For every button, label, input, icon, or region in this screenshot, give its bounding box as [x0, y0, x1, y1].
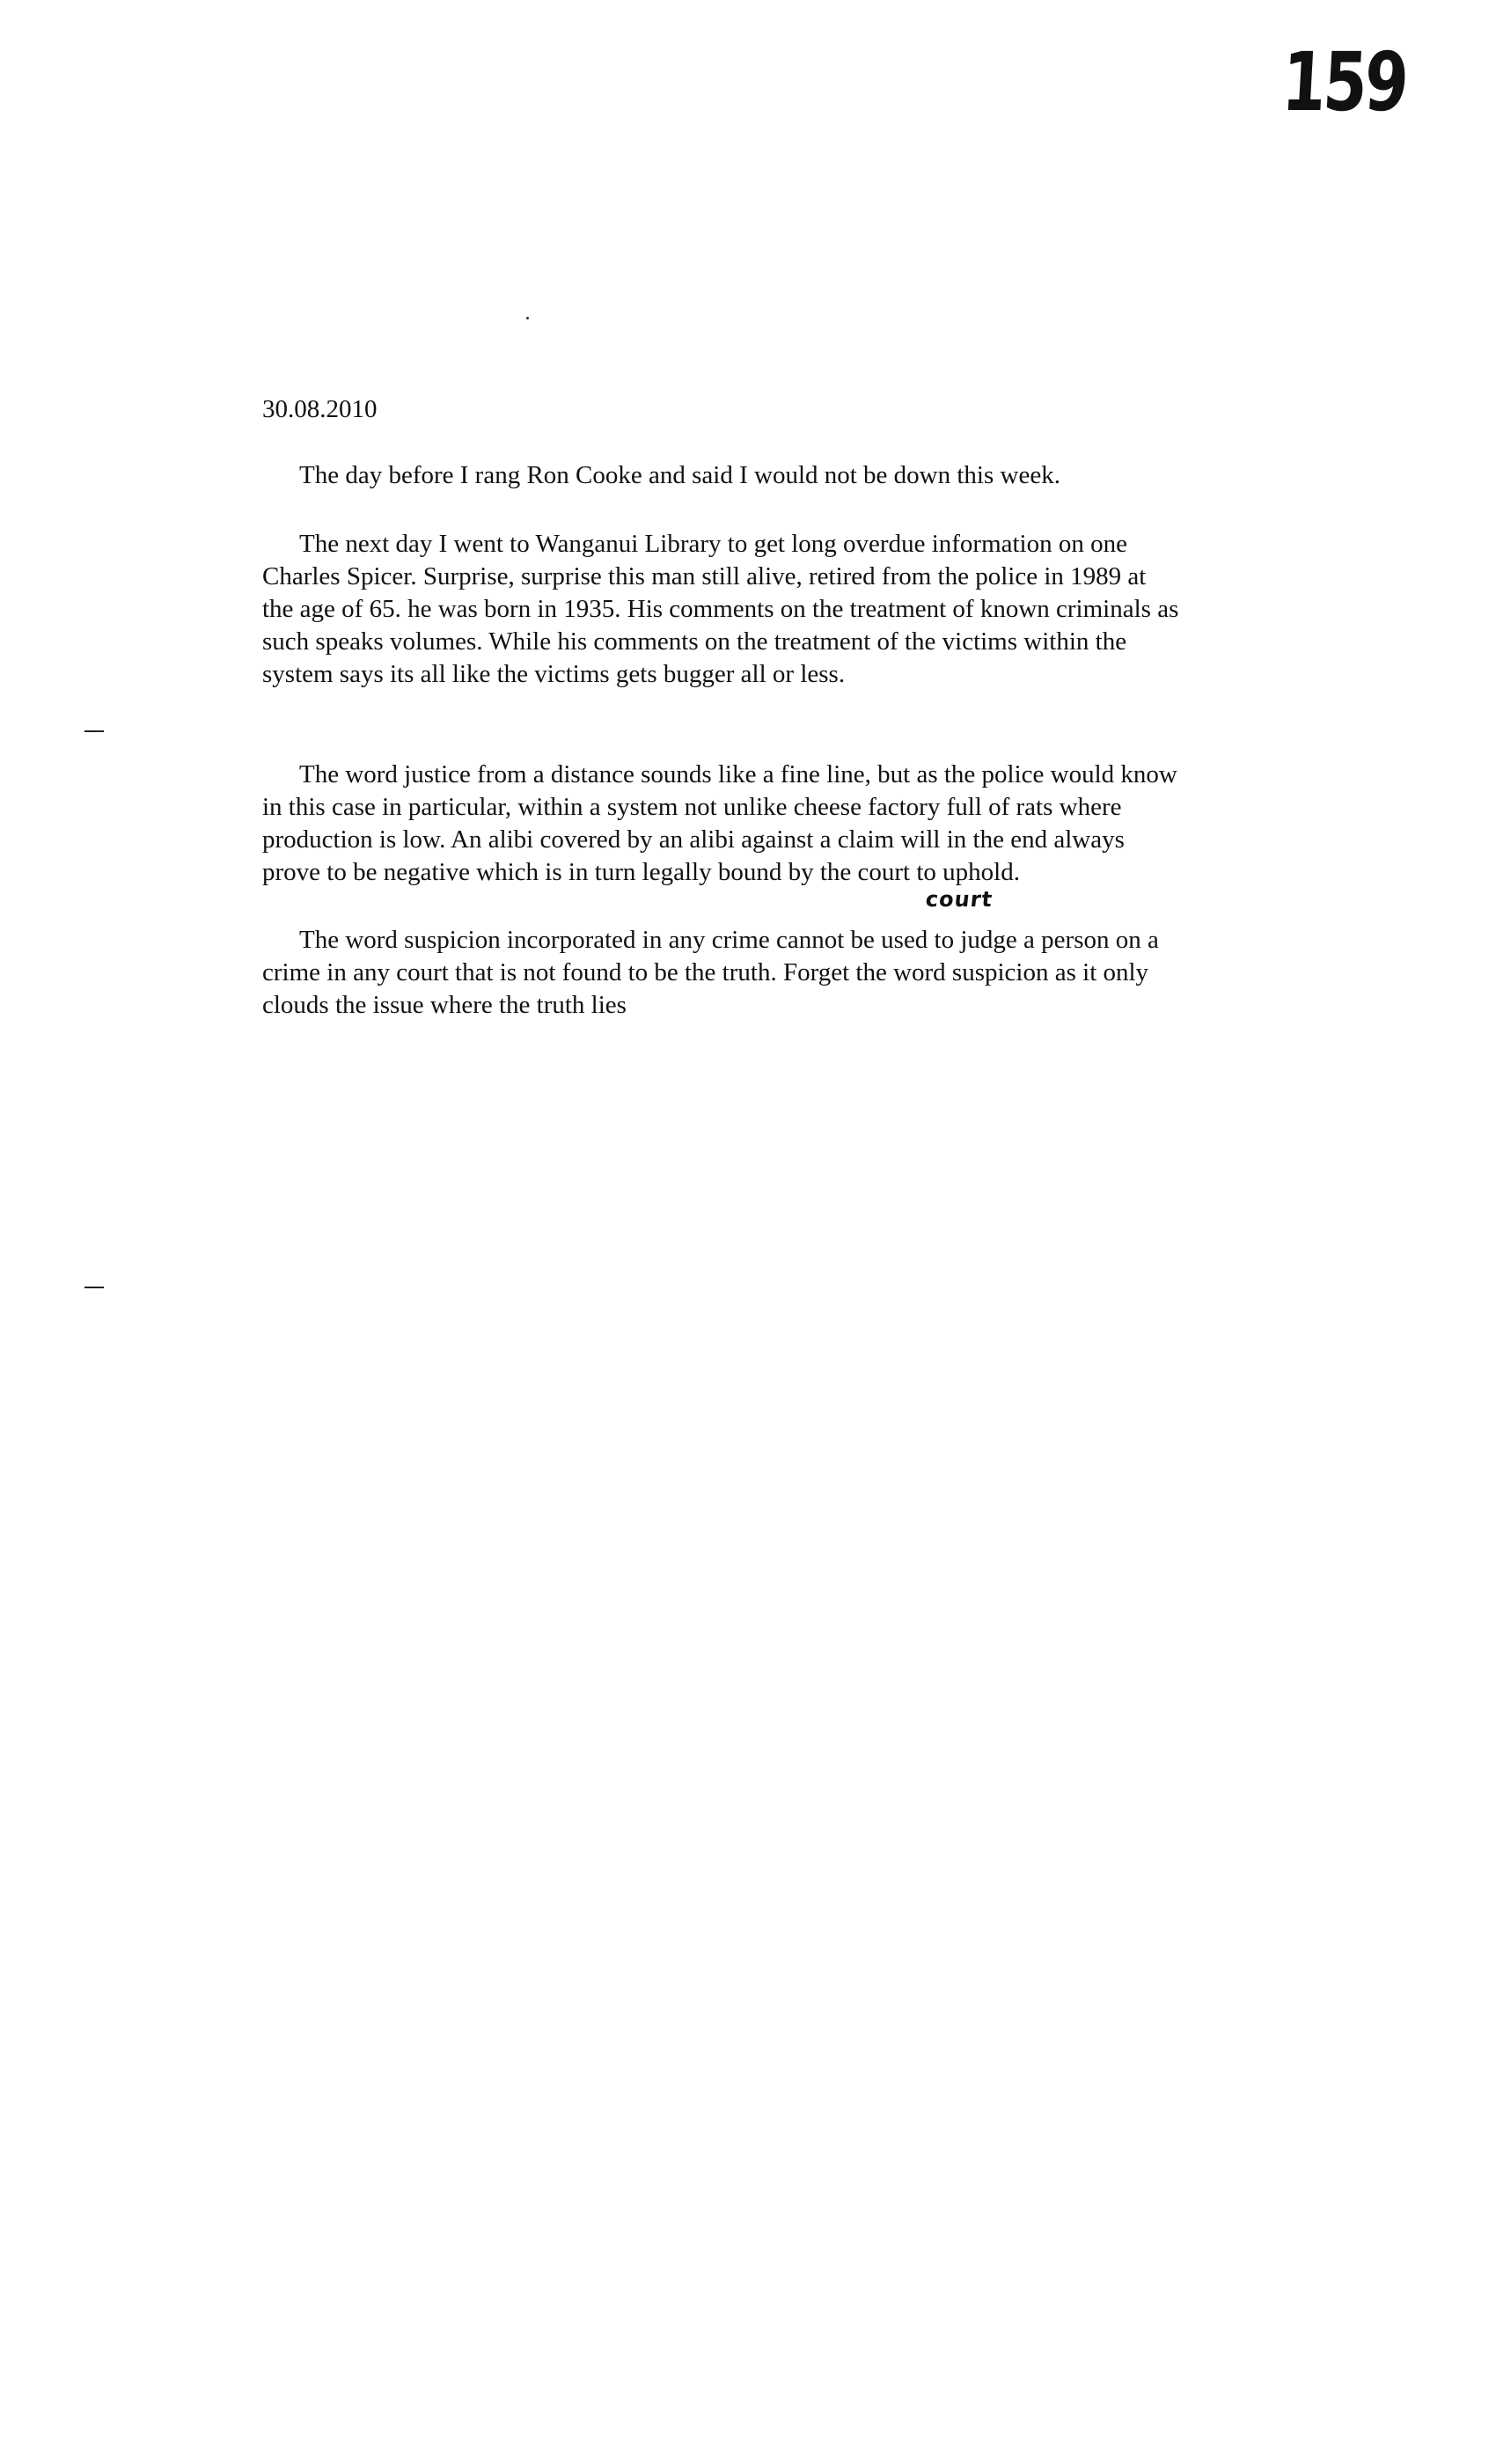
- stray-dot: [526, 317, 529, 319]
- margin-mark: [84, 730, 104, 732]
- paragraph-line: the age of 65. he was born in 1935. His comments on the treatment of known criminals as: [262, 595, 1179, 623]
- margin-mark: [84, 1287, 104, 1288]
- paragraph-line: clouds the issue where the truth lies: [262, 991, 627, 1019]
- paragraph-line: crime in any court that is not found to be the truth. Forget the word suspicion as it only: [262, 958, 1149, 986]
- paragraph-2: [262, 528, 1318, 691]
- paragraph-line: prove to be negative which is in turn legally bound by the court to uphold.: [262, 858, 1020, 886]
- paragraph-line: The word suspicion incorporated in any crime cannot be used to judge a person on a: [299, 926, 1159, 954]
- paragraph-line: such speaks volumes. While his comments on the treatment of the victims within the: [262, 627, 1127, 656]
- paragraph-3: [262, 759, 1318, 889]
- paragraph-line: The word justice from a distance sounds like a fine line, but as the police would know: [299, 760, 1177, 788]
- paragraph-line: The day before I rang Ron Cooke and said I would not be down this week.: [299, 461, 1060, 489]
- handwritten-correction-court: court: [924, 887, 994, 912]
- paragraph-4: [262, 924, 1318, 1022]
- handwritten-page-number: 159: [1280, 35, 1409, 129]
- paragraph-line: The next day I went to Wanganui Library to get long overdue information on one: [299, 530, 1127, 558]
- paragraph-line: in this case in particular, within a system not unlike cheese factory full of rats where: [262, 793, 1122, 821]
- paragraph-line: system says its all like the victims gets bugger all or less.: [262, 660, 846, 688]
- paragraph-1: [262, 459, 1318, 492]
- paragraph-line: production is low. An alibi covered by an alibi against a claim will in the end always: [262, 825, 1125, 854]
- paragraph-line: Charles Spicer. Surprise, surprise this man still alive, retired from the police in 1989 at: [262, 562, 1147, 590]
- entry-date: 30.08.2010: [262, 395, 378, 423]
